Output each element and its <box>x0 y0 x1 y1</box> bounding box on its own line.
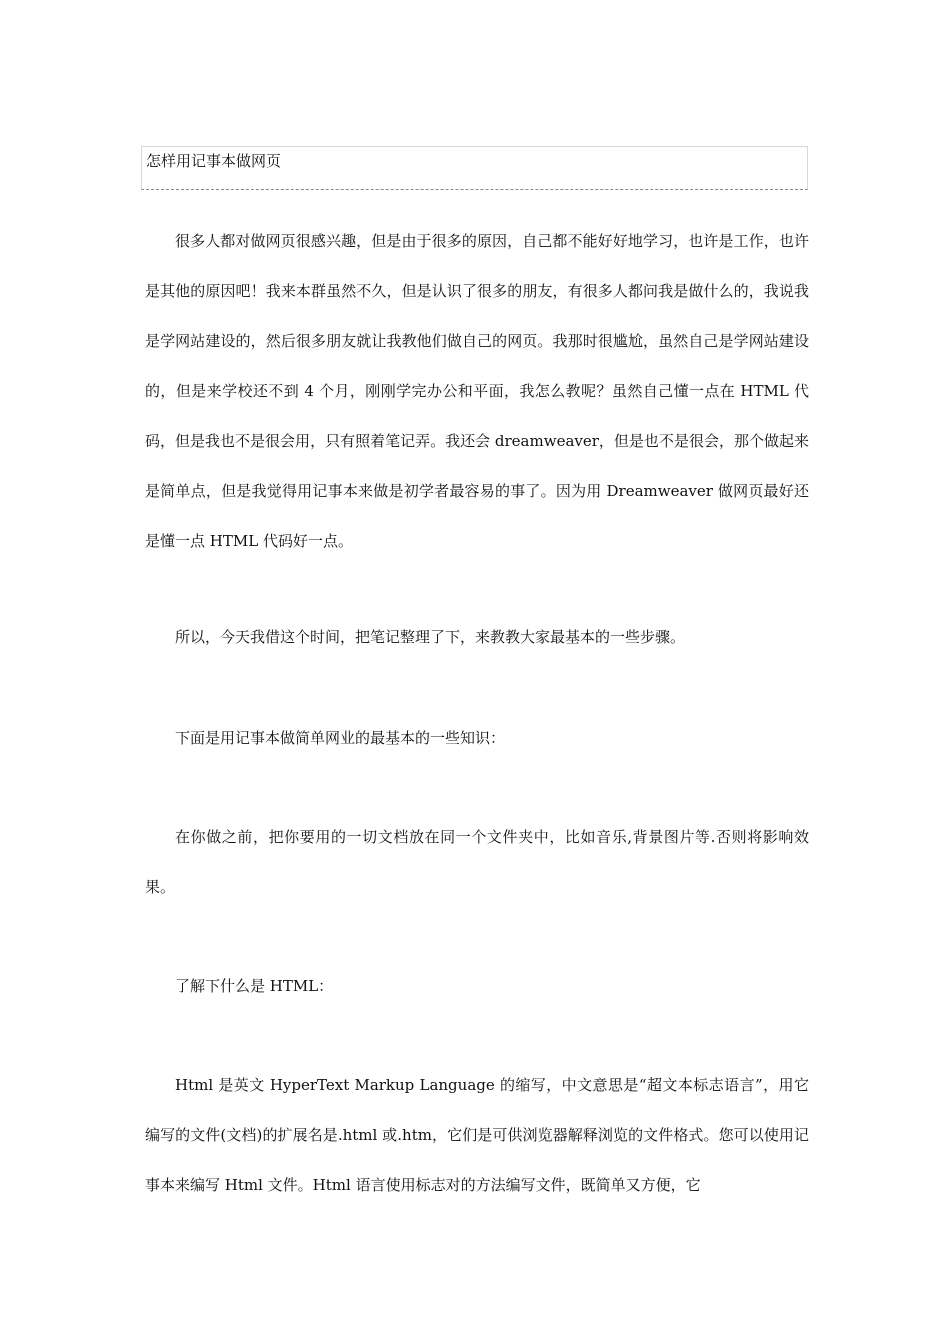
title-box <box>141 146 808 190</box>
paragraph-what-is-html: 了解下什么是 HTML： <box>175 977 334 995</box>
paragraph-preparation: 在你做之前，把你要用的一切文档放在同一个文件夹中，比如音乐,背景图片等.否则将影响效果。 <box>145 828 809 896</box>
paragraph-intro: 很多人都对做网页很感兴趣，但是由于很多的原因，自己都不能好好地学习，也许是工作，也许是其他的原因吧！我来本群虽然不久，但是认识了很多的朋友，有很多人都问我是做什么的，我说我是学网站建设的，然后很多朋友就让我教他们做自己的网页。我那时很尴尬，虽然自己是学网站建设的，但是来学校还不到 4 个月，刚刚学完办公和平面，我怎么教呢？虽然自己懂一点在 HTML 代码，但是我也不是很会用，只有照着笔记弄。我还会 dreamweaver，但是也不是很会，那个做起来是简单点，但是我觉得用记事本来做是初学者最容易的事了。因为用 Dreamweaver 做网页最好还是懂一点 HTML 代码好一点。 <box>145 232 809 550</box>
paragraph-html-definition: Html 是英文 HyperText Markup Language 的缩写，中文意思是“超文本标志语言”，用它编写的文件(文档)的扩展名是.html 或.htm，它们是可供浏览器解释浏览的文件格式。您可以使用记事本来编写 Html 文件。Html 语言使用标志对的方法编写文件，既简单又方便，它 <box>145 1076 809 1194</box>
paragraph-purpose: 所以，今天我借这个时间，把笔记整理了下，来教教大家最基本的一些步骤。 <box>175 628 686 646</box>
document-title: 怎样用记事本做网页 <box>146 152 282 170</box>
paragraph-basics-heading: 下面是用记事本做简单网业的最基本的一些知识： <box>175 729 506 747</box>
